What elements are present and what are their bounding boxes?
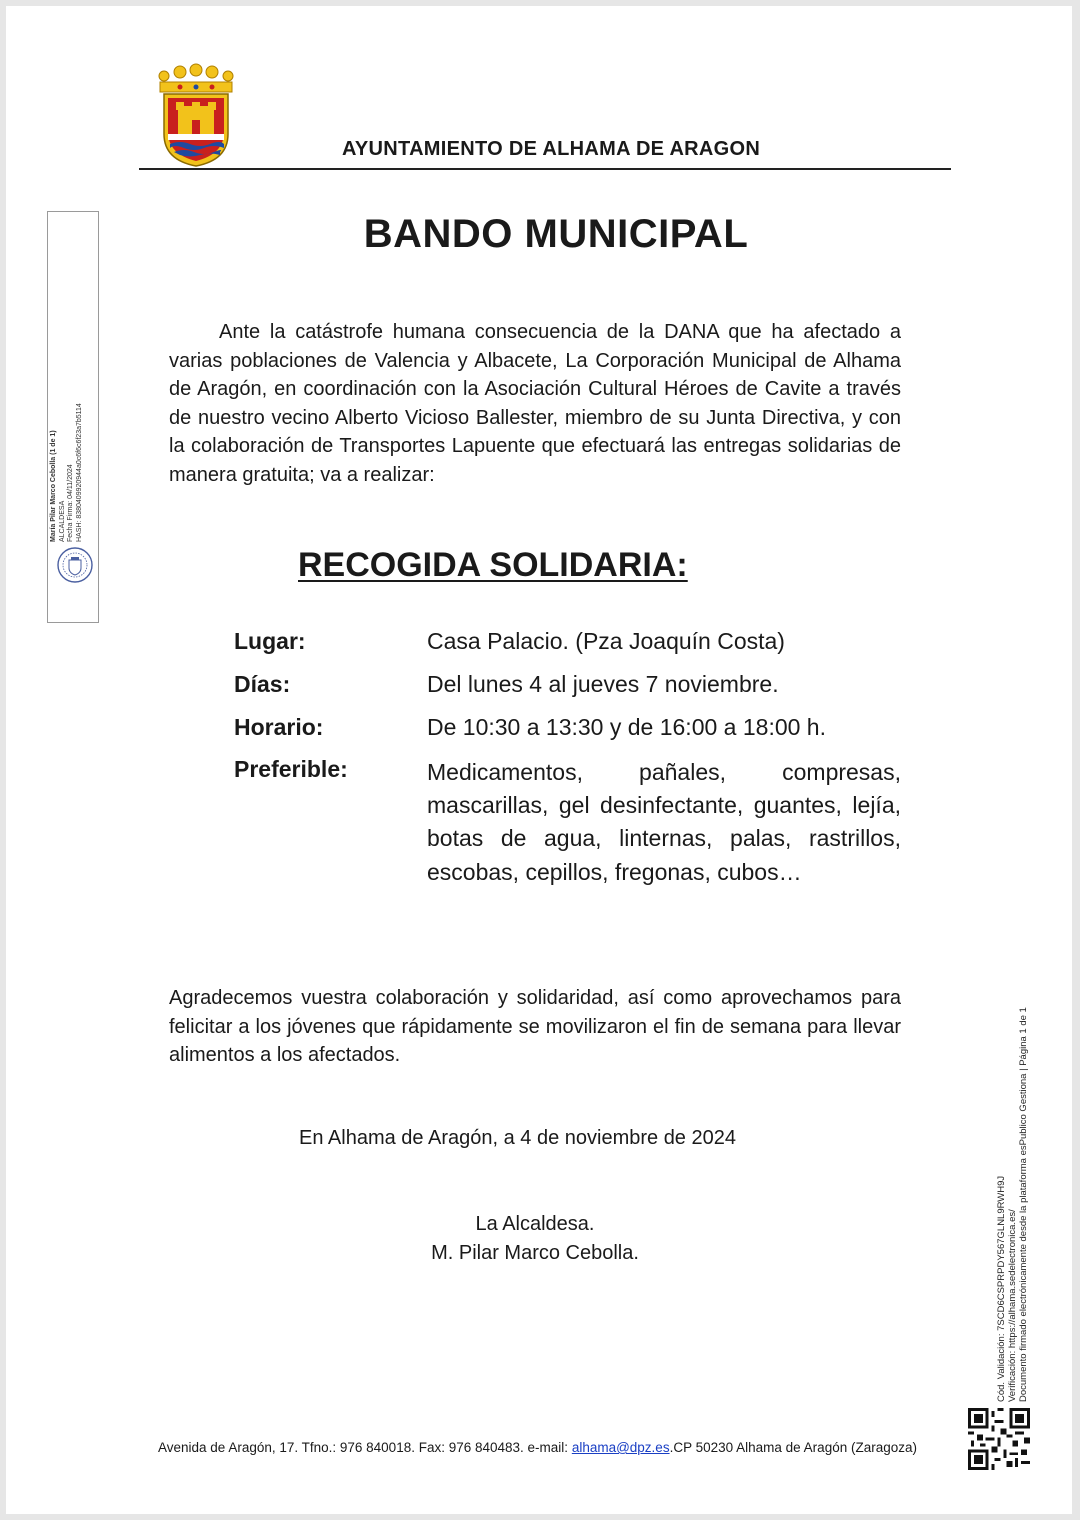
horario-value: De 10:30 a 13:30 y de 16:00 a 18:00 h.	[427, 714, 826, 740]
lugar-value: Casa Palacio. (Pza Joaquín Costa)	[427, 628, 785, 654]
horario-label: Horario:	[234, 714, 324, 740]
footer-postal: .CP 50230 Alhama de Aragón (Zaragoza)	[669, 1440, 917, 1455]
footer-address-text: Avenida de Aragón, 17. Tfno.: 976 840018. Fax: 976 840483. e-mail:	[158, 1440, 572, 1455]
lugar-label: Lugar:	[234, 628, 306, 654]
validation-code: Cód. Validación: 7SCD6CSPRPDY567GLNL9RWH9J	[996, 1175, 1007, 1402]
header-divider	[139, 168, 951, 170]
municipal-seal-icon	[56, 546, 94, 584]
dias-label: Días:	[234, 671, 291, 697]
coat-of-arms-icon	[150, 62, 242, 168]
signature-hash: HASH: 8380409920944a0c6f6c6f23a7b5114	[75, 403, 83, 542]
section-subtitle: RECOGIDA SOLIDARIA:	[298, 546, 688, 584]
signatory-title: La Alcaldesa.	[475, 1213, 595, 1235]
signer-role: ALCALDESA	[58, 500, 66, 542]
qr-code-icon	[968, 1408, 1030, 1470]
verification-block	[996, 1007, 1029, 1402]
signature-stamp-box	[47, 211, 99, 623]
thanks-paragraph: Agradecemos vuestra colaboración y solidaridad, así como aprovechamos para felicitar a los jóvenes que rápidamente se movilizaron el fin de semana para llevar alimentos a los afectados.	[169, 987, 901, 1067]
signer-name: María Pilar Marco Cebolla (1 de 1)	[50, 430, 57, 542]
dias-value: Del lunes 4 al jueves 7 noviembre.	[427, 671, 779, 697]
document-title: BANDO MUNICIPAL	[363, 212, 749, 256]
place-and-date: En Alhama de Aragón, a 4 de noviembre de 2024	[299, 1127, 736, 1149]
signatory-name: M. Pilar Marco Cebolla.	[431, 1242, 639, 1264]
document-page	[6, 6, 1072, 1514]
footer-address	[158, 1440, 917, 1455]
signature-date: Fecha Firma: 04/11/2024	[67, 464, 75, 542]
organization-name: AYUNTAMIENTO DE ALHAMA DE ARAGON	[342, 138, 761, 160]
footer-email-link[interactable]: alhama@dpz.es	[571, 1440, 670, 1455]
preferible-value: Medicamentos, pañales, compresas, mascarillas, gel desinfectante, guantes, lejía, botas de agua, linternas, palas, rastrillos, escobas, cepillos, fregonas, cubos…	[427, 759, 901, 885]
verification-note: Documento firmado electrónicamente desde la plataforma esPublico Gestiona | Página 1 de 1	[1018, 1007, 1029, 1402]
signature-details	[50, 222, 84, 542]
verification-url: Verificación: https://alhama.sedelectronica.es/	[1007, 1209, 1018, 1402]
preferible-label: Preferible:	[234, 756, 348, 782]
intro-paragraph: Ante la catástrofe humana consecuencia de la DANA que ha afectado a varias poblaciones de Valencia y Albacete, La Corporación Municipal de Alhama de Aragón, en coordinación con la Asociación Cultural Héroes de Cavite a través de nuestro vecino Alberto Vicioso Ballester, miembro de su Junta Directiva, y con la colaboración de Transportes Lapuente que efectuará las entregas solidarias de manera gratuita; va a realizar:	[169, 321, 901, 486]
